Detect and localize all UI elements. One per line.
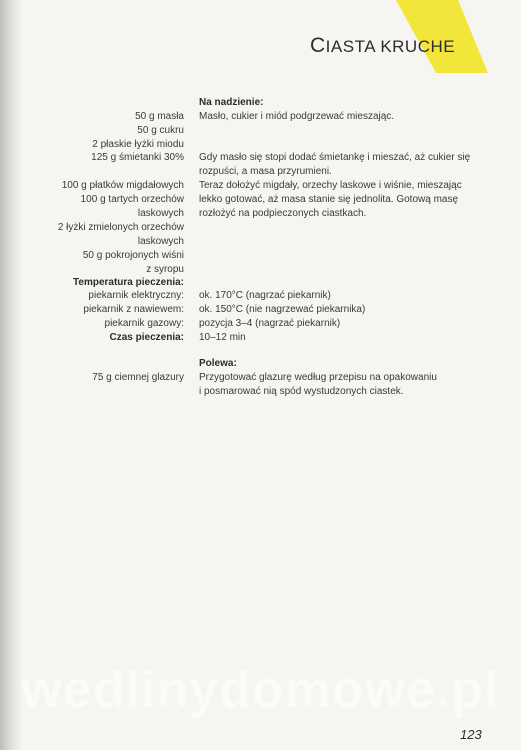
ingredient-cherries-cont: z syropu [146,264,184,275]
glaze-step-line-2: i posmarować nią spód wystudzonych ciastek. [199,386,404,397]
ingredient-sugar: 50 g cukru [137,125,184,136]
watermark: wedlinydomowe.pl [21,661,500,719]
ingredient-cherries: 50 g pokrojonych wiśni [82,250,184,261]
filling-step-3-line-3: rozłożyć na podpieczonych ciastkach. [199,208,367,219]
filling-step-3-line-2: lekko gotować, aż masa stanie się jednolita. Gotową masę [199,194,459,205]
glaze-heading: Polewa: [199,358,237,369]
oven-electric-label: piekarnik elektryczny: [88,290,184,301]
glaze-step-line-1: Przygotować glazurę według przepisu na opakowaniu [199,372,437,383]
oven-setting-fan: ok. 150°C (nie nagrzewać piekarnika) [199,304,366,315]
ingredient-hazelnuts-grated-cont: laskowych [137,208,184,219]
ingredient-butter: 50 g masła [135,111,184,122]
bake-time: 10–12 min [199,332,246,343]
filling-step-2-line-1: Gdy masło się stopi dodać śmietankę i mieszać, aż cukier się [199,152,471,163]
page-number: 123 [460,727,482,742]
oven-gas-label: piekarnik gazowy: [104,318,184,329]
oven-setting-gas: pozycja 3–4 (nagrzać piekarnik) [199,318,341,329]
ingredient-almonds: 100 g płatków migdałowych [61,180,184,191]
ingredient-cream: 125 g śmietanki 30% [91,152,184,163]
oven-fan-label: piekarnik z nawiewem: [83,304,184,315]
ingredient-hazelnuts-grated: 100 g tartych orzechów [80,194,184,205]
ingredient-honey: 2 płaskie łyżki miodu [92,139,184,150]
ingredient-glaze: 75 g ciemnej glazury [92,372,184,383]
bake-time-heading: Czas pieczenia: [109,332,184,343]
title-first-letter: C [310,34,326,57]
title-rest: IASTA KRUCHE [325,37,456,56]
temperature-heading: Temperatura pieczenia: [73,277,184,288]
ingredient-hazelnuts-ground: 2 łyżki zmielonych orzechów [57,222,184,233]
filling-step-3-line-1: Teraz dołożyć migdały, orzechy laskowe i wiśnie, mieszając [199,180,462,191]
filling-step-1: Masło, cukier i miód podgrzewać mieszając. [199,111,395,122]
oven-setting-electric: ok. 170°C (nagrzać piekarnik) [199,290,331,301]
filling-step-2-line-2: rozpuści, a masa przyrumieni. [199,166,332,177]
filling-heading: Na nadzienie: [199,97,264,108]
ingredient-hazelnuts-ground-cont: laskowych [137,236,184,247]
